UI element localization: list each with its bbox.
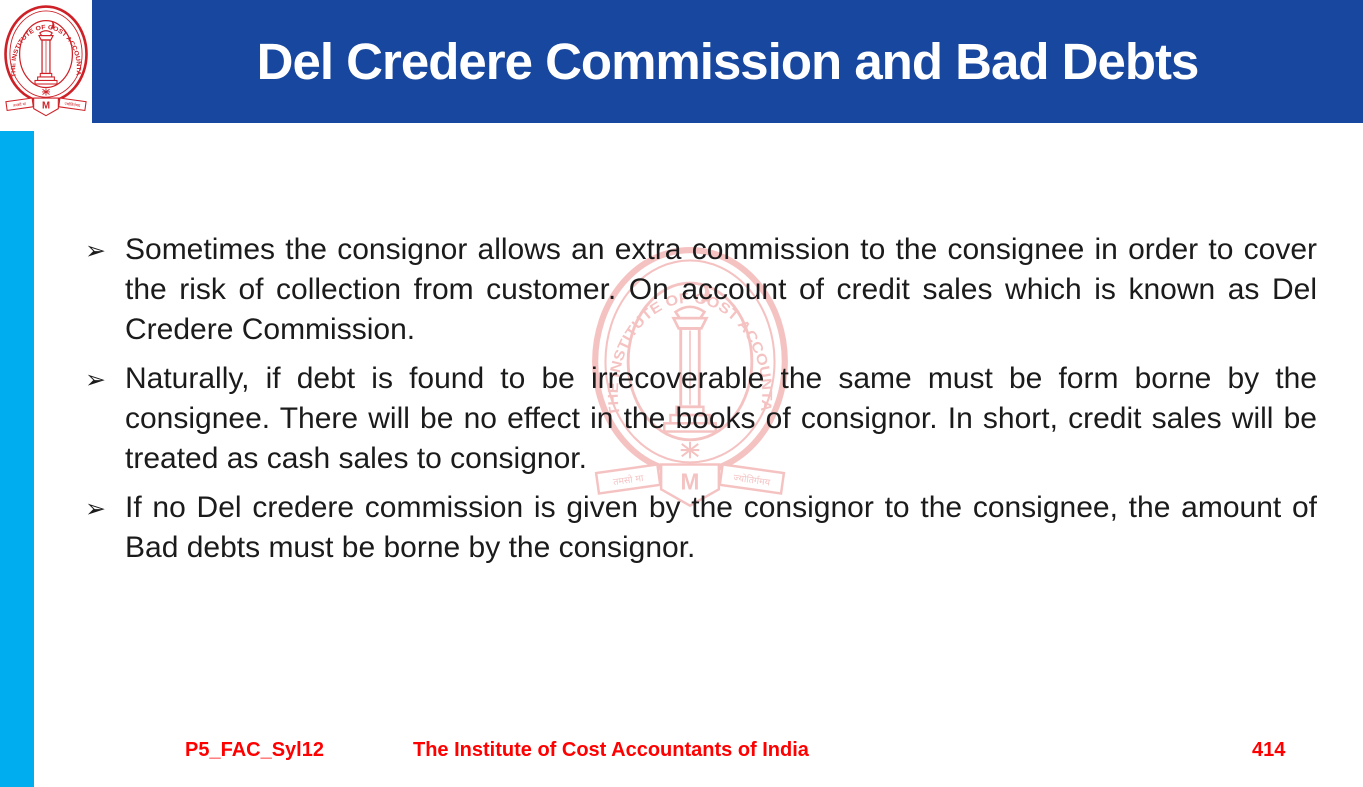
bullet-item [85, 488, 1317, 568]
arrow-bullet-icon: ➢ [85, 365, 106, 394]
bullet-text: Sometimes the consignor allows an extra commission to the consignee in order to cover the risk of collection from customer. On account of credit sales which is known as Del Credere Commission. [125, 233, 1317, 346]
footer-page-number: 414 [1252, 739, 1286, 761]
bullet-text: If no Del credere commission is given by the consignor to the consignee, the amount of Bad debts must be borne by the consignor. [125, 491, 1317, 564]
slide-body [85, 230, 1317, 577]
left-accent-stripe [0, 131, 34, 787]
institute-seal-icon [2, 3, 90, 121]
bullet-item [85, 359, 1317, 479]
footer-course-code: P5_FAC_Syl12 [185, 739, 324, 761]
footer-institute-name: The Institute of Cost Accountants of India [413, 739, 809, 761]
institute-logo [0, 0, 92, 123]
arrow-bullet-icon: ➢ [85, 236, 106, 265]
arrow-bullet-icon: ➢ [85, 494, 106, 523]
header-bar [92, 0, 1363, 123]
page-title: Del Credere Commission and Bad Debts [256, 33, 1199, 90]
bullet-item [85, 230, 1317, 350]
bullet-text: Naturally, if debt is found to be irrecoverable the same must be form borne by the consignee. There will be no effect in the books of consignor. In short, credit sales will be treated as cash sales to consignor. [125, 362, 1317, 475]
